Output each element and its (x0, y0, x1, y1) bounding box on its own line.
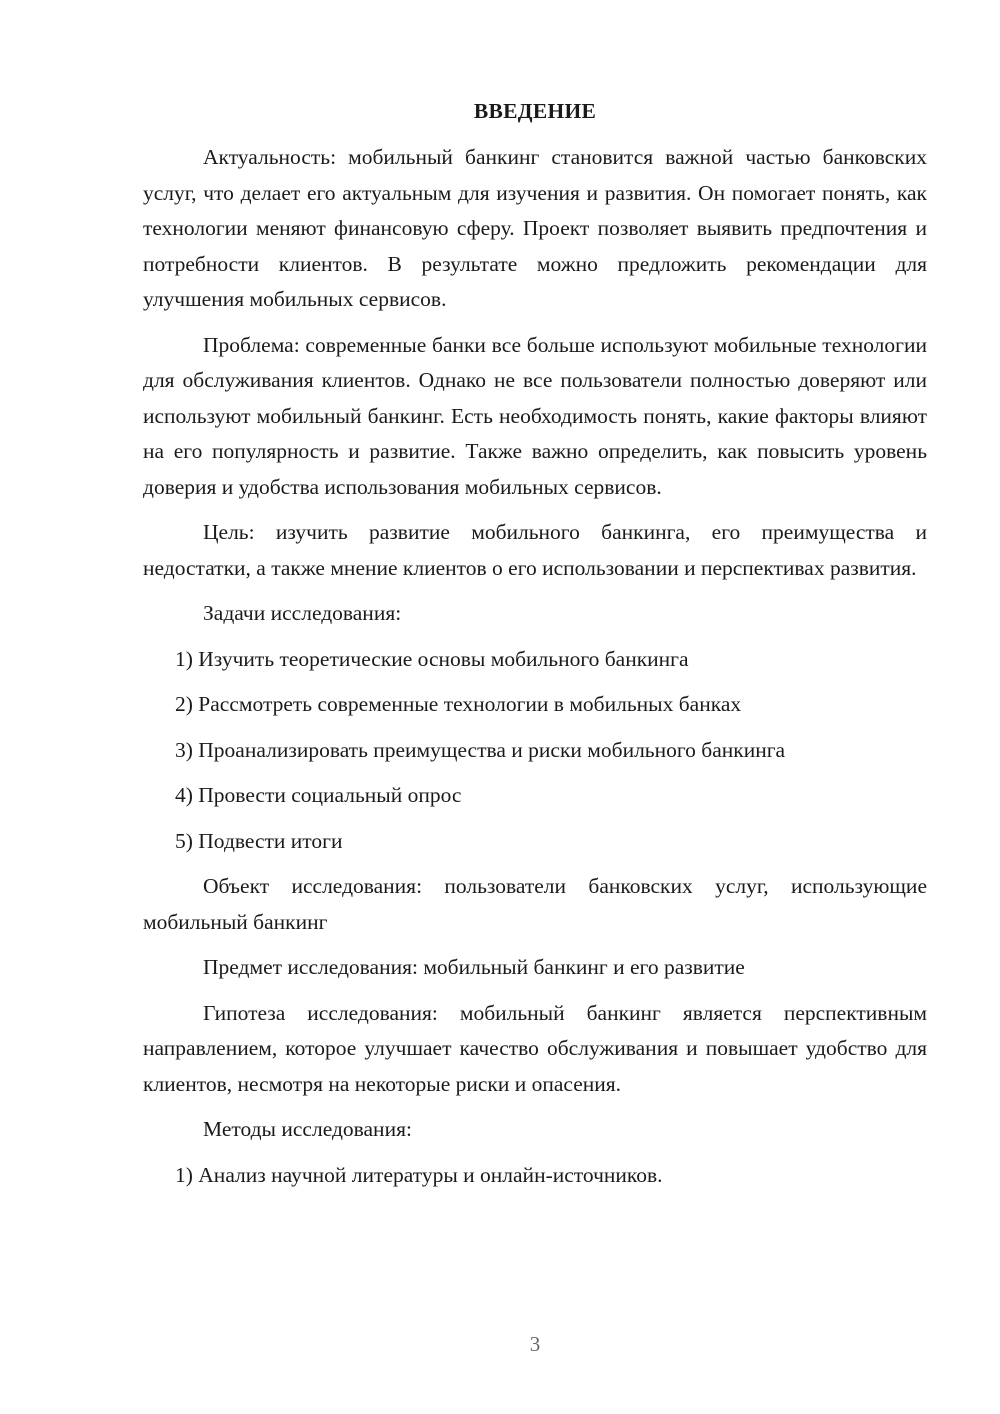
list-item: 1) Изучить теоретические основы мобильного банкинга (175, 646, 689, 671)
list-item: 1) Анализ научной литературы и онлайн-источников. (175, 1162, 663, 1187)
list-item: 3) Проанализировать преимущества и риски мобильного банкинга (175, 737, 786, 762)
document-page (143, 96, 927, 1203)
list-item: 5) Подвести итоги (175, 828, 343, 853)
list-item: 2) Рассмотреть современные технологии в мобильных банках (175, 692, 742, 716)
subject-paragraph: Предмет исследования: мобильный банкинг и его развитие (203, 955, 745, 979)
hypothesis-paragraph: Гипотеза исследования: мобильный банкинг является перспективным направлением, которое улучшает качество обслуживания и повышает удобство для клиентов, несмотря на некоторые риски и опасения. (143, 1000, 927, 1096)
object-paragraph: Объект исследования: пользователи банковских услуг, использующие мобильный банкинг (143, 874, 927, 934)
tasks-heading: Задачи исследования: (203, 601, 402, 625)
relevance-paragraph: Актуальность: мобильный банкинг становится важной частью банковских услуг, что делает его актуальным для изучения и развития. Он помогает понять, как технологии меняют финансовую сферу. Проект позволяет выявить предпочтения и потребности клиентов. В результате можно предложить рекомендации для улучшения мобильных сервисов. (143, 145, 927, 311)
methods-list (143, 1158, 927, 1194)
list-item: 4) Провести социальный опрос (175, 783, 462, 807)
tasks-list (143, 642, 927, 860)
page-number: 3 (529, 1332, 541, 1356)
page-title: ВВЕДЕНИЕ (473, 99, 597, 123)
goal-paragraph: Цель: изучить развитие мобильного банкинга, его преимущества и недостатки, а также мнение клиентов о его использовании и перспективах развития. (143, 520, 927, 580)
problem-paragraph: Проблема: современные банки все больше используют мобильные технологии для обслуживания клиентов. Однако не все пользователи полностью доверяют или используют мобильный банкинг. Есть необходимость понять, какие факторы влияют на его популярность и развитие. Также важно определить, как повысить уровень доверия и удобства использования мобильных сервисов. (143, 332, 927, 499)
methods-heading: Методы исследования: (203, 1117, 412, 1141)
